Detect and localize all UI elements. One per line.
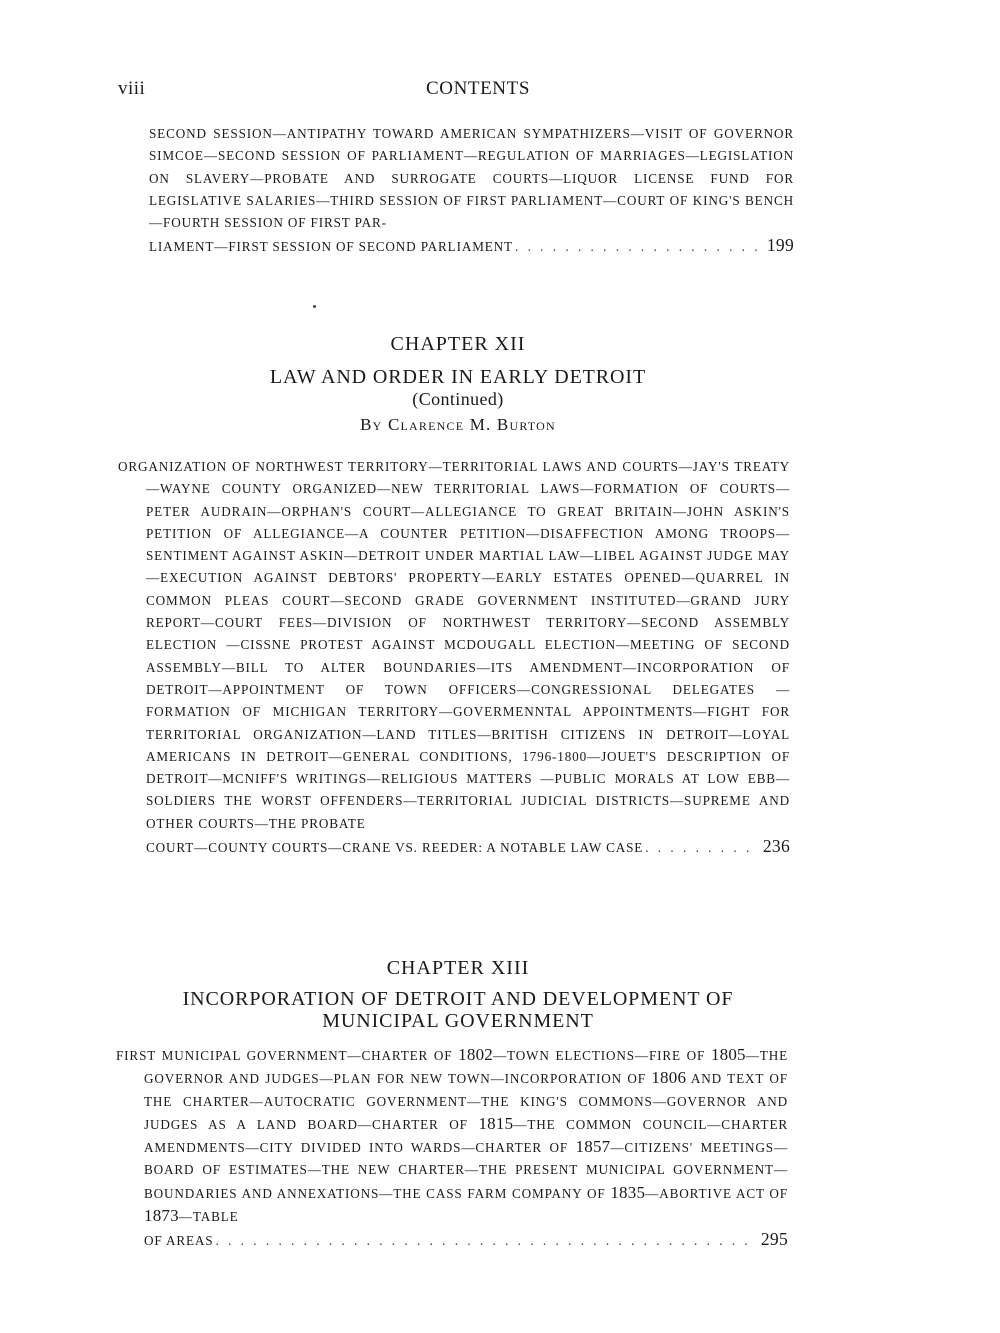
page-number: 295: [760, 1229, 788, 1250]
summary-text: —TOWN ELECTIONS—FIRE OF: [492, 1048, 711, 1063]
entry-summary: SECOND SESSION—ANTIPATHY TOWARD AMERICAN SYMPATHIZERS—VISIT OF GOVERNOR SIMCOE—SECOND SESSION OF PARLIAMENT—REGULATION OF MARRIAGES—LEGISLATION ON SLAVERY—PROBATE AND SURROGATE COURTS—LIQUOR LICENSE FUND FOR LEGISLATIVE SALARIES—THIRD SESSION OF FIRST PARLIAMENT—COURT OF KING'S BENCH—FOURTH SESSION OF FIRST PAR-: [149, 126, 794, 231]
entry-leader-line: [116, 1228, 788, 1252]
chapter-xii-heading: [118, 332, 798, 436]
toc-entry-chapter-xiii: [116, 1044, 788, 1253]
running-head-title: CONTENTS: [425, 78, 531, 99]
summary-text: —THE GOVERNOR AND JUDGES—PLAN FOR NEW TOWN—INCORPORATION OF: [144, 1048, 788, 1087]
chapter-number: CHAPTER XII: [390, 333, 526, 355]
entry-summary-last-line: LIAMENT—FIRST SESSION OF SECOND PARLIAMENT: [149, 239, 513, 255]
summary-year: 1815: [478, 1113, 514, 1133]
entry-leader-line: [149, 234, 794, 258]
summary-year: 1857: [575, 1137, 611, 1157]
chapter-title: LAW AND ORDER IN EARLY DETROIT: [269, 366, 647, 388]
summary-text: —TABLE: [178, 1209, 239, 1225]
chapter-summary-last-line: COURT—COUNTY COURTS—CRANE VS. REEDER: A NOTABLE LAW CASE: [146, 840, 644, 856]
chapter-title-line-1: INCORPORATION OF DETROIT AND DEVELOPMENT OF: [182, 988, 734, 1010]
running-head: [118, 78, 798, 104]
chapter-xiii-heading: [118, 956, 798, 1032]
summary-text: —CITIZENS' MEETINGS—BOARD OF ESTIMATES—THE NEW CHARTER—THE PRESENT MUNICIPAL GOVERNMENT—BOUNDARIES AND ANNEXATIONS—THE CASS FARM COMPANY OF: [144, 1140, 788, 1201]
summary-year: 1805: [710, 1045, 746, 1064]
summary-year: 1806: [651, 1068, 687, 1088]
toc-entry-previous-chapter: [149, 123, 794, 259]
page-folio: viii: [118, 78, 146, 99]
summary-text: FIRST MUNICIPAL GOVERNMENT—CHARTER OF: [116, 1048, 459, 1063]
chapter-summary: [116, 1044, 788, 1228]
summary-year: 1802: [458, 1045, 493, 1064]
toc-entry-chapter-xii: [118, 456, 790, 859]
summary-year: 1835: [610, 1182, 646, 1202]
dot-leader: [645, 837, 757, 859]
page-number: 236: [762, 836, 790, 857]
chapter-summary: ORGANIZATION OF NORTHWEST TERRITORY—TERRITORIAL LAWS AND COURTS—JAY'S TREATY—WAYNE COUNTY ORGANIZED—NEW TERRITORIAL LAWS—FORMATION OF COURTS—PETER AUDRAIN—ORPHAN'S COURT—ALLEGIANCE TO GREAT BRITAIN—JOHN ASKIN'S PETITION OF ALLEGIANCE—A COUNTER PETITION—DISAFFECTION AMONG TROOPS—SENTIMENT AGAINST ASKIN—DETROIT UNDER MARTIAL LAW—LIBEL AGAINST JUDGE MAY—EXECUTION AGAINST DEBTORS' PROPERTY—EARLY ESTATES OPENED—QUARREL IN COMMON PLEAS COURT—SECOND GRADE GOVERNMENT INSTITUTED—GRAND JURY REPORT—COURT FEES—DIVISION OF NORTHWEST TERRITORY—SECOND ASSEMBLY ELECTION —CISSNE PROTEST AGAINST MCDOUGALL ELECTION—MEETING OF SECOND ASSEMBLY—BILL TO ALTER BOUNDARIES—ITS AMENDMENT—INCORPORATION OF DETROIT—APPOINTMENT OF TOWN OFFICERS—CONGRESSIONAL DELEGATES —FORMATION OF MICHIGAN TERRITORY—GOVERMENNTAL APPOINTMENTS—FIGHT FOR TERRITORIAL ORGANIZATION—LAND TITLES—BRITISH CITIZENS IN DETROIT—LOYAL AMERICANS IN DETROIT—GENERAL CONDITIONS, 1796-1800—JOUET'S DESCRIPTION OF DETROIT—MCNIFF'S WRITINGS—RELIGIOUS MATTERS —PUBLIC MORALS AT LOW EBB—SOLDIERS THE WORST OFFENDERS—TERRITORIAL JUDICIAL DISTRICTS—SUPREME AND OTHER COURTS—THE PROBATE: [118, 459, 790, 831]
chapter-number: CHAPTER XIII: [386, 957, 530, 979]
summary-text: —THE COMMON COUNCIL—CHARTER AMENDMENTS—CITY DIVIDED INTO WARDS—CHARTER OF: [144, 1116, 789, 1156]
print-speck: [313, 305, 316, 308]
summary-text: —ABORTIVE ACT OF: [645, 1185, 788, 1201]
page-number: 199: [766, 235, 794, 256]
dot-leader: [215, 1230, 754, 1252]
summary-year: 1873: [144, 1206, 179, 1226]
chapter-subtitle: (Continued): [412, 389, 504, 409]
chapter-summary-last-line: OF AREAS: [144, 1233, 214, 1249]
chapter-title-line-2: MUNICIPAL GOVERNMENT: [322, 1010, 594, 1032]
entry-leader-line: [118, 835, 790, 859]
summary-text: AND TEXT OF THE CHARTER—AUTOCRATIC GOVERNMENT—THE KING'S COMMONS—GOVERNOR AND JUDGES AS A LAND BOARD—CHARTER OF: [144, 1071, 788, 1132]
dot-leader: [515, 236, 761, 258]
chapter-author: By Clarence M. Burton: [360, 415, 556, 434]
